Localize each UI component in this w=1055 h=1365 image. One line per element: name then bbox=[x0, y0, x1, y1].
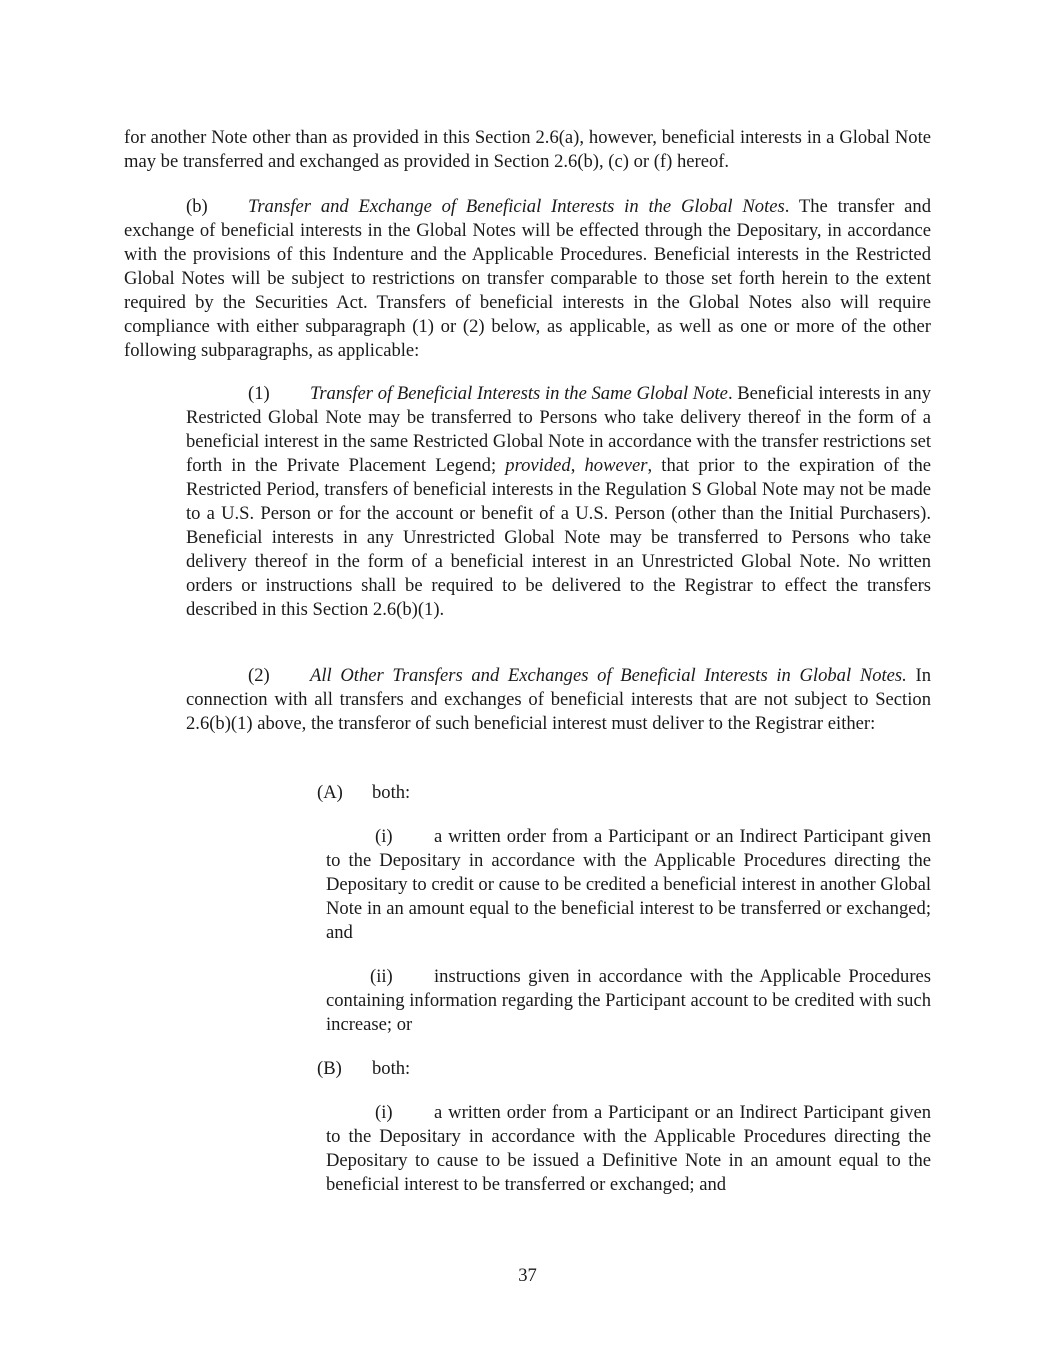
intro-paragraph: for another Note other than as provided in this Section 2.6(a), however, beneficial interests in a Global Note may be transferred and exchanged as provided in Section 2.6(b), (c) or (f) hereof. bbox=[124, 127, 931, 172]
section-b-body: . The transfer and exchange of beneficial interests in the Global Notes will be effected through the Depositary, in accordance with the provisions of this Indenture and the Applicable Procedures. Beneficial interests in the Restricted Global Notes will be subject to restrictions on transfer comparable to those set forth herein to the extent required by the Securities Act. Transfers of beneficial interests in the Global Notes also will require compliance with either subparagraph (1) or (2) below, as applicable, as well as one or more of the other following subparagraphs, as applicable: bbox=[124, 196, 931, 361]
item-b-heading bbox=[317, 1057, 517, 1081]
subparagraph-1 bbox=[186, 382, 931, 622]
page-number: 37 bbox=[518, 1265, 537, 1286]
however-term: however bbox=[584, 455, 648, 476]
subparagraph-1-label: (1) bbox=[248, 383, 270, 404]
item-a-ii bbox=[326, 965, 931, 1037]
item-a-i-label: (i) bbox=[375, 826, 393, 847]
subparagraph-2-body: In connection with all transfers and exchanges of beneficial interests that are not subject to Section 2.6(b)(1) above, the transferor of such beneficial interest must deliver to the Registrar either: bbox=[186, 665, 931, 734]
item-b-i bbox=[326, 1101, 931, 1197]
item-a-heading bbox=[317, 781, 517, 805]
section-b-paragraph bbox=[124, 195, 931, 363]
item-a-ii-text: instructions given in accordance with the Applicable Procedures containing information regarding the Participant account to be credited with such increase; or bbox=[326, 966, 931, 1035]
item-a-label: (A) bbox=[317, 782, 343, 803]
subparagraph-2-title: All Other Transfers and Exchanges of Beneficial Interests in Global Notes. bbox=[310, 665, 907, 686]
item-a-ii-label: (ii) bbox=[370, 966, 393, 987]
section-b-title: Transfer and Exchange of Beneficial Interests in the Global Notes bbox=[248, 196, 785, 217]
subparagraph-2 bbox=[186, 664, 931, 736]
item-b-i-text: a written order from a Participant or an Indirect Participant given to the Depositary in accordance with the Applicable Procedures directing the Depositary to cause to be issued a Definitive Note in an amount equal to the beneficial interest to be transferred or exchanged; and bbox=[326, 1102, 931, 1195]
item-a-i bbox=[326, 825, 931, 945]
provided-term: provided bbox=[505, 455, 571, 476]
subparagraph-2-label: (2) bbox=[248, 665, 270, 686]
comma: , bbox=[570, 455, 585, 476]
subparagraph-1-body-b: , that prior to the expiration of the Restricted Period, transfers of beneficial interests in the Regulation S Global Note may not be made to a U.S. Person or for the account or benefit of a U.S. Person (other than the Initial Purchasers). Beneficial interests in any Unrestricted Global Note may be transferred to Persons who take delivery thereof in the form of a beneficial interest in an Unrestricted Global Note. No written orders or instructions shall be required to be delivered to the Registrar to effect the transfers described in this Section 2.6(b)(1). bbox=[186, 455, 932, 620]
subparagraph-1-body-a: . Beneficial interests in any Restricted Global Note may be transferred to Persons who take delivery thereof in the form of a beneficial interest in the same Restricted Global Note in accordance with the transfer restrictions set forth in the Private Placement Legend; bbox=[186, 383, 932, 476]
item-b-i-label: (i) bbox=[375, 1102, 393, 1123]
section-b-label: (b) bbox=[186, 196, 208, 217]
item-b-label: (B) bbox=[317, 1058, 342, 1079]
item-b-text: both: bbox=[372, 1058, 411, 1079]
subparagraph-1-title: Transfer of Beneficial Interests in the Same Global Note bbox=[310, 383, 728, 404]
item-a-text: both: bbox=[372, 782, 411, 803]
item-a-i-text: a written order from a Participant or an Indirect Participant given to the Depositary in accordance with the Applicable Procedures directing the Depositary to credit or cause to be credited a beneficial interest in another Global Note in an amount equal to the beneficial interest to be transferred or exchanged; and bbox=[326, 826, 931, 943]
